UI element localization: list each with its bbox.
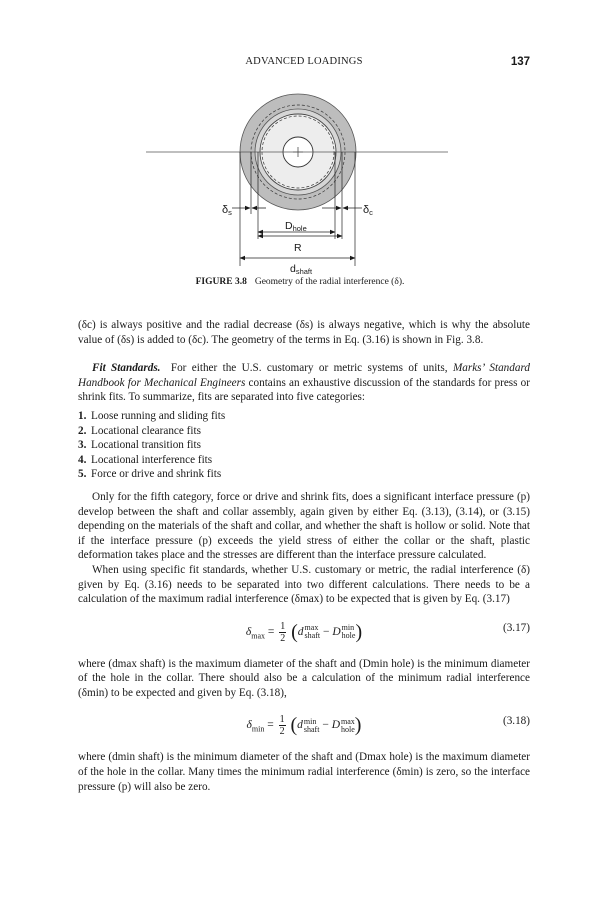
eq-D: D xyxy=(331,719,341,732)
list-number: 5. xyxy=(78,468,87,481)
eq-d: d xyxy=(297,719,303,732)
fraction xyxy=(279,621,286,644)
eq-lhs-sub: min xyxy=(251,724,265,734)
eq-d-sub: shaft xyxy=(304,631,321,641)
list-number: 1. xyxy=(78,409,87,422)
interference-diagram xyxy=(0,84,600,284)
list-number: 3. xyxy=(78,439,87,452)
list-text: Locational clearance fits xyxy=(91,424,201,437)
eq-d-sup: max xyxy=(304,623,319,633)
equation-3-17 xyxy=(78,615,530,647)
eq-D-sup: min xyxy=(341,623,355,633)
eq-D-sup: max xyxy=(341,716,355,726)
fit-text-a: For either the U.S. customary or metric systems of units, xyxy=(170,362,448,375)
fraction xyxy=(279,714,286,737)
list-number: 2. xyxy=(78,424,87,437)
eq-d-sup: min xyxy=(303,716,317,726)
paragraph-3: When using specific fit standards, whether U.S. customary or metric, the radial interference (δ) given by Eq. (3.16) needs to be separated into two different calculations. There needs to be a calculation of the maximum radial interference (δmax) to be expected that is given by Eq. (3.17) xyxy=(78,563,530,606)
handbook-title: Marks’ Standard Handbook for Mechanical Engineers xyxy=(78,362,530,389)
list-text: Loose running and sliding fits xyxy=(91,409,226,422)
eq-D-sub: hole xyxy=(341,724,355,734)
d-hole-label: Dhole xyxy=(285,220,307,233)
equation-number: (3.17) xyxy=(502,621,530,634)
body-text xyxy=(78,318,530,794)
list-text: Locational interference fits xyxy=(91,453,213,466)
fit-standards-paragraph xyxy=(78,361,530,405)
equation-expression: $\delta_{min}$ = $\frac{1}{2}$ (d min shaft − D max hole ) xyxy=(246,714,362,738)
eq-lhs: δ xyxy=(245,625,252,638)
caption-label: FIGURE 3.8 xyxy=(195,277,247,287)
delta-c-label: δc xyxy=(363,204,373,217)
paragraph-1: (δc) is always positive and the radial decrease (δs) is always negative, which is why the absolute value of (δs) is added to (δc). The geometry of the terms in Eq. (3.16) is shown in Fig. 3.8. xyxy=(78,319,530,346)
paragraph-5: where (dmin shaft) is the minimum diameter of the shaft and (Dmax hole) is the maximum diameter of the hole in the collar. Many times the minimum radial interference (δmin) is zero, so the interface pressure (p) will also be zero. xyxy=(78,751,530,793)
eq-lhs-sub: max xyxy=(251,631,265,641)
r-label: R xyxy=(294,242,302,254)
eq-D-sub: hole xyxy=(341,631,356,641)
equation-3-18 xyxy=(78,708,530,740)
list-item xyxy=(78,424,530,439)
list-item xyxy=(78,409,530,424)
eq-d-sub: shaft xyxy=(303,724,320,734)
paragraph-2: Only for the fifth category, force or drive and shrink fits, does a significant interface pressure (p) develop between the shaft and collar assembly, again given by either Eq. (3.13), (3.14), or (3.15) depending on the materials of the shaft and collar, and whether the shaft is hollow or solid. Note that if the interface pressure (p) exceeds the yield stress of either the collar or the shaft, plastic deformation takes place and the stresses are different than the interface pressure calculated. xyxy=(78,490,530,562)
denominator: 2 xyxy=(280,632,286,644)
fit-categories-list xyxy=(78,409,530,482)
equation-number: (3.18) xyxy=(502,715,530,728)
d-shaft-label: dshaft xyxy=(290,263,313,276)
page-number: 137 xyxy=(510,56,530,68)
list-number: 4. xyxy=(78,453,87,466)
figure-3-8 xyxy=(0,84,600,284)
fit-standards-heading: Fit Standards. xyxy=(92,362,161,375)
running-head: ADVANCED LOADINGS xyxy=(245,56,363,67)
page-header xyxy=(78,56,530,72)
paragraph-4: where (dmax shaft) is the maximum diameter of the shaft and (Dmin hole) is the minimum diameter of the hole in the collar. There should also be a calculation of the minimum radial interference (δmin) to be expected and given by Eq. (3.18), xyxy=(78,657,530,699)
numerator: 1 xyxy=(279,714,285,726)
list-item xyxy=(78,453,530,468)
denominator: 2 xyxy=(279,726,285,738)
fit-text-b: contains an exhaustive discussion of the standards for press or shrink fits. To summarize, fits are separated into five categories: xyxy=(78,376,531,404)
caption-text: Geometry of the radial interference (δ). xyxy=(254,277,405,287)
eq-D: D xyxy=(332,625,341,638)
equation-expression: $\delta_{max}$ = $\frac{1}{2}$ (d max shaft − D min hole ) xyxy=(245,620,363,644)
list-item xyxy=(78,467,530,482)
eq-d: d xyxy=(297,625,304,638)
delta-s-label: δs xyxy=(222,204,232,217)
figure-caption xyxy=(0,277,600,287)
list-item xyxy=(78,438,530,453)
eq-lhs: δ xyxy=(246,719,252,732)
list-text: Locational transition fits xyxy=(91,439,201,452)
numerator: 1 xyxy=(280,620,286,632)
list-text: Force or drive and shrink fits xyxy=(91,468,222,481)
